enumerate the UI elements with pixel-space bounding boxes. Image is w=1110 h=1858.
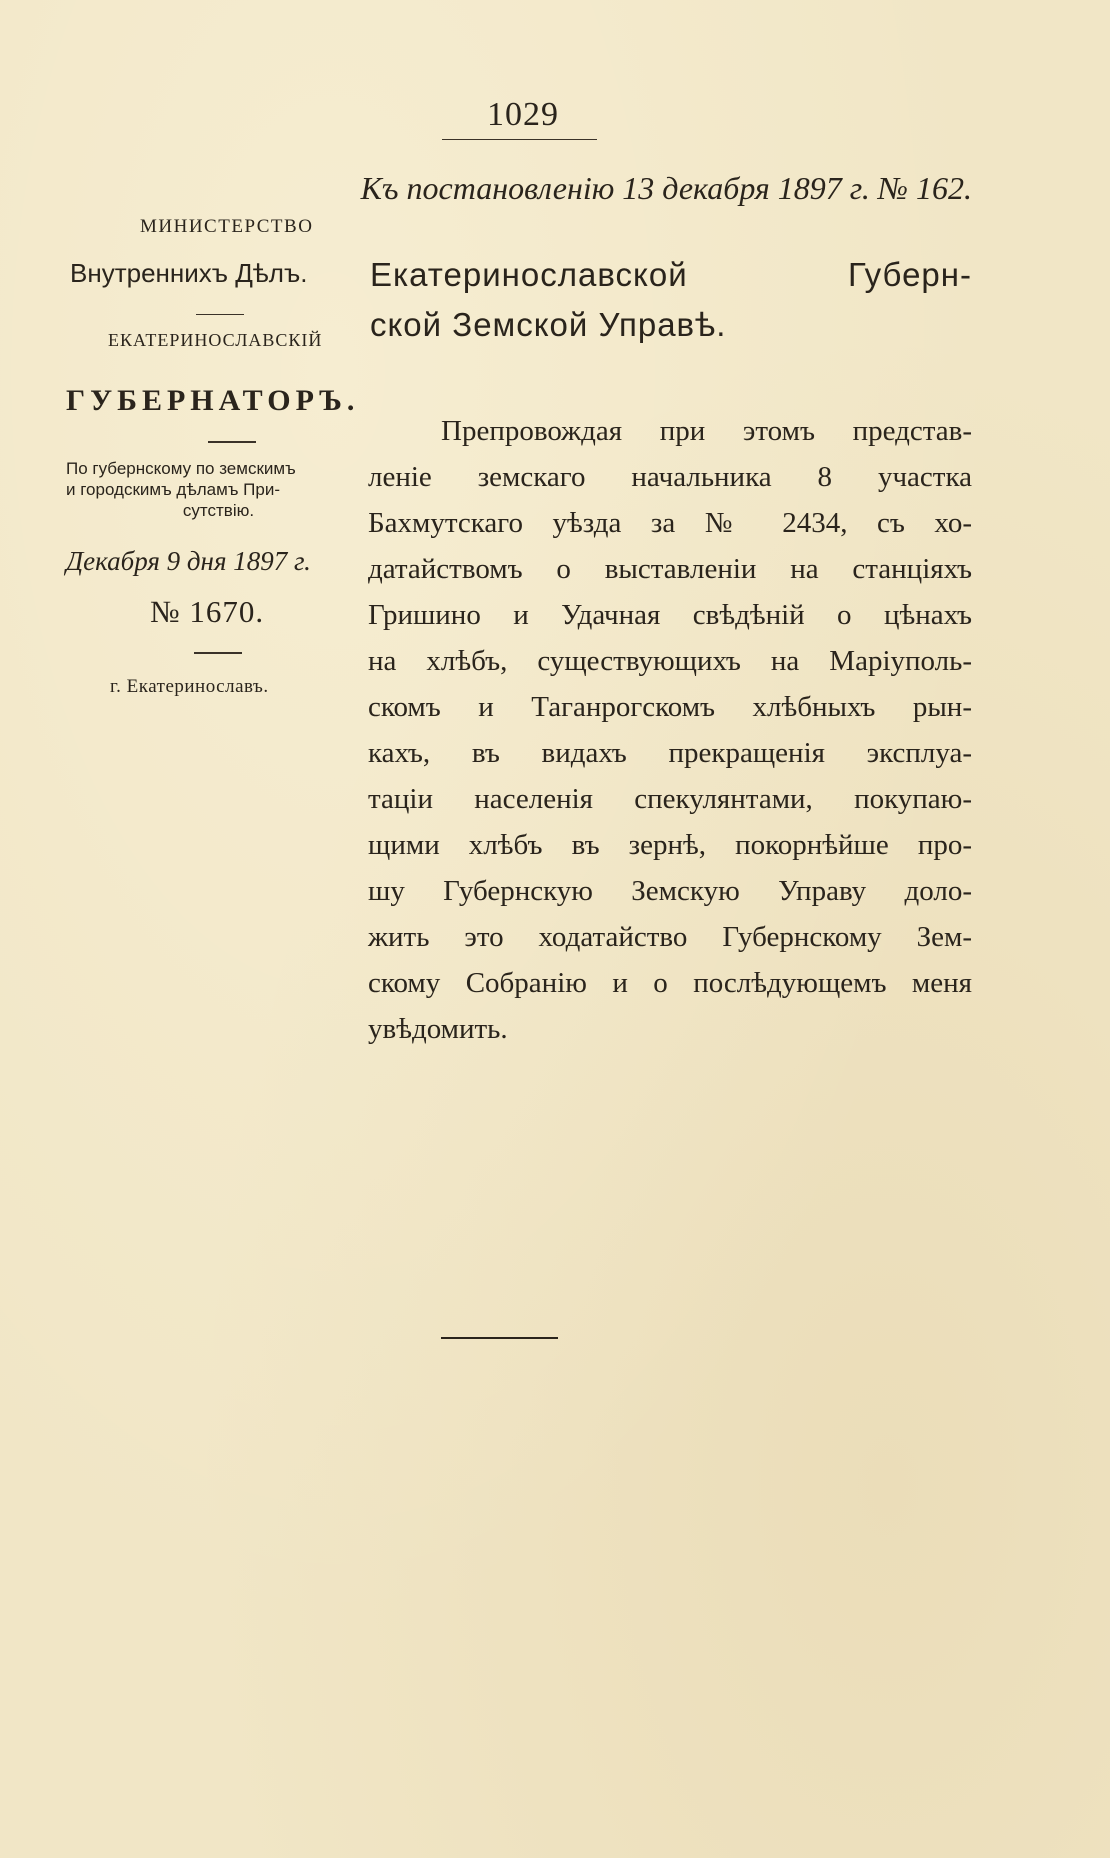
document-date: Декабря 9 дня 1897 г. (66, 546, 311, 576)
presence-line: и городскимъ дѣламъ При- (66, 480, 281, 499)
presence-office (66, 458, 371, 521)
body-line: таціи населенія спекулянтами, покупаю- (368, 783, 972, 815)
body-line: датайствомъ о выставленіи на станціяхъ (368, 553, 972, 585)
body-line: увѣдомить. (368, 1013, 508, 1045)
separator-dash (208, 441, 256, 443)
governor-title: ГУБЕРНАТОРЪ. (66, 384, 360, 417)
page-number: 1029 (487, 96, 559, 133)
presence-line: сутствію. (182, 501, 255, 520)
body-line: Препровождая при этомъ представ- (441, 415, 972, 447)
separator-dash (196, 314, 244, 315)
document-city: г. Екатеринославъ. (110, 676, 269, 697)
body-line: шу Губернскую Земскую Управу доло- (368, 875, 972, 907)
body-line: кахъ, въ видахъ прекращенія эксплуа- (368, 737, 972, 769)
end-rule (441, 1337, 558, 1339)
body-line: жить это ходатайство Губернскому Зем- (368, 921, 972, 953)
body-line: Бахмутскаго уѣзда за № 2434, съ хо- (368, 507, 972, 539)
document-number: № 1670. (150, 594, 265, 629)
addressee (370, 250, 972, 350)
letter-body (368, 408, 972, 1052)
governorate-label: ЕКАТЕРИНОСЛАВСКІЙ (108, 330, 323, 350)
body-line: Гришино и Удачная свѣдѣній о цѣнахъ (368, 599, 972, 631)
resolution-reference: Къ постановленію 13 декабря 1897 г. № 162. (360, 170, 972, 206)
presence-line: По губернскому по земскимъ (66, 459, 296, 478)
body-line: леніе земскаго начальника 8 участка (368, 461, 972, 493)
separator-dash (194, 652, 242, 654)
addressee-line: Екатеринославской Губерн- (370, 256, 972, 293)
page-number-rule (442, 139, 597, 140)
body-line: скомъ и Таганрогскомъ хлѣбныхъ рын- (368, 691, 972, 723)
addressee-line: ской Земской Управѣ. (370, 306, 727, 343)
body-line: скому Собранію и о послѣдующемъ меня (368, 967, 972, 999)
ministry-subtitle: Внутреннихъ Дѣлъ. (70, 258, 308, 288)
body-line: щими хлѣбъ въ зернѣ, покорнѣйше про- (368, 829, 972, 861)
ministry-title: МИНИСТЕРСТВО (140, 216, 314, 237)
body-line: на хлѣбъ, существующихъ на Маріуполь- (368, 645, 972, 677)
